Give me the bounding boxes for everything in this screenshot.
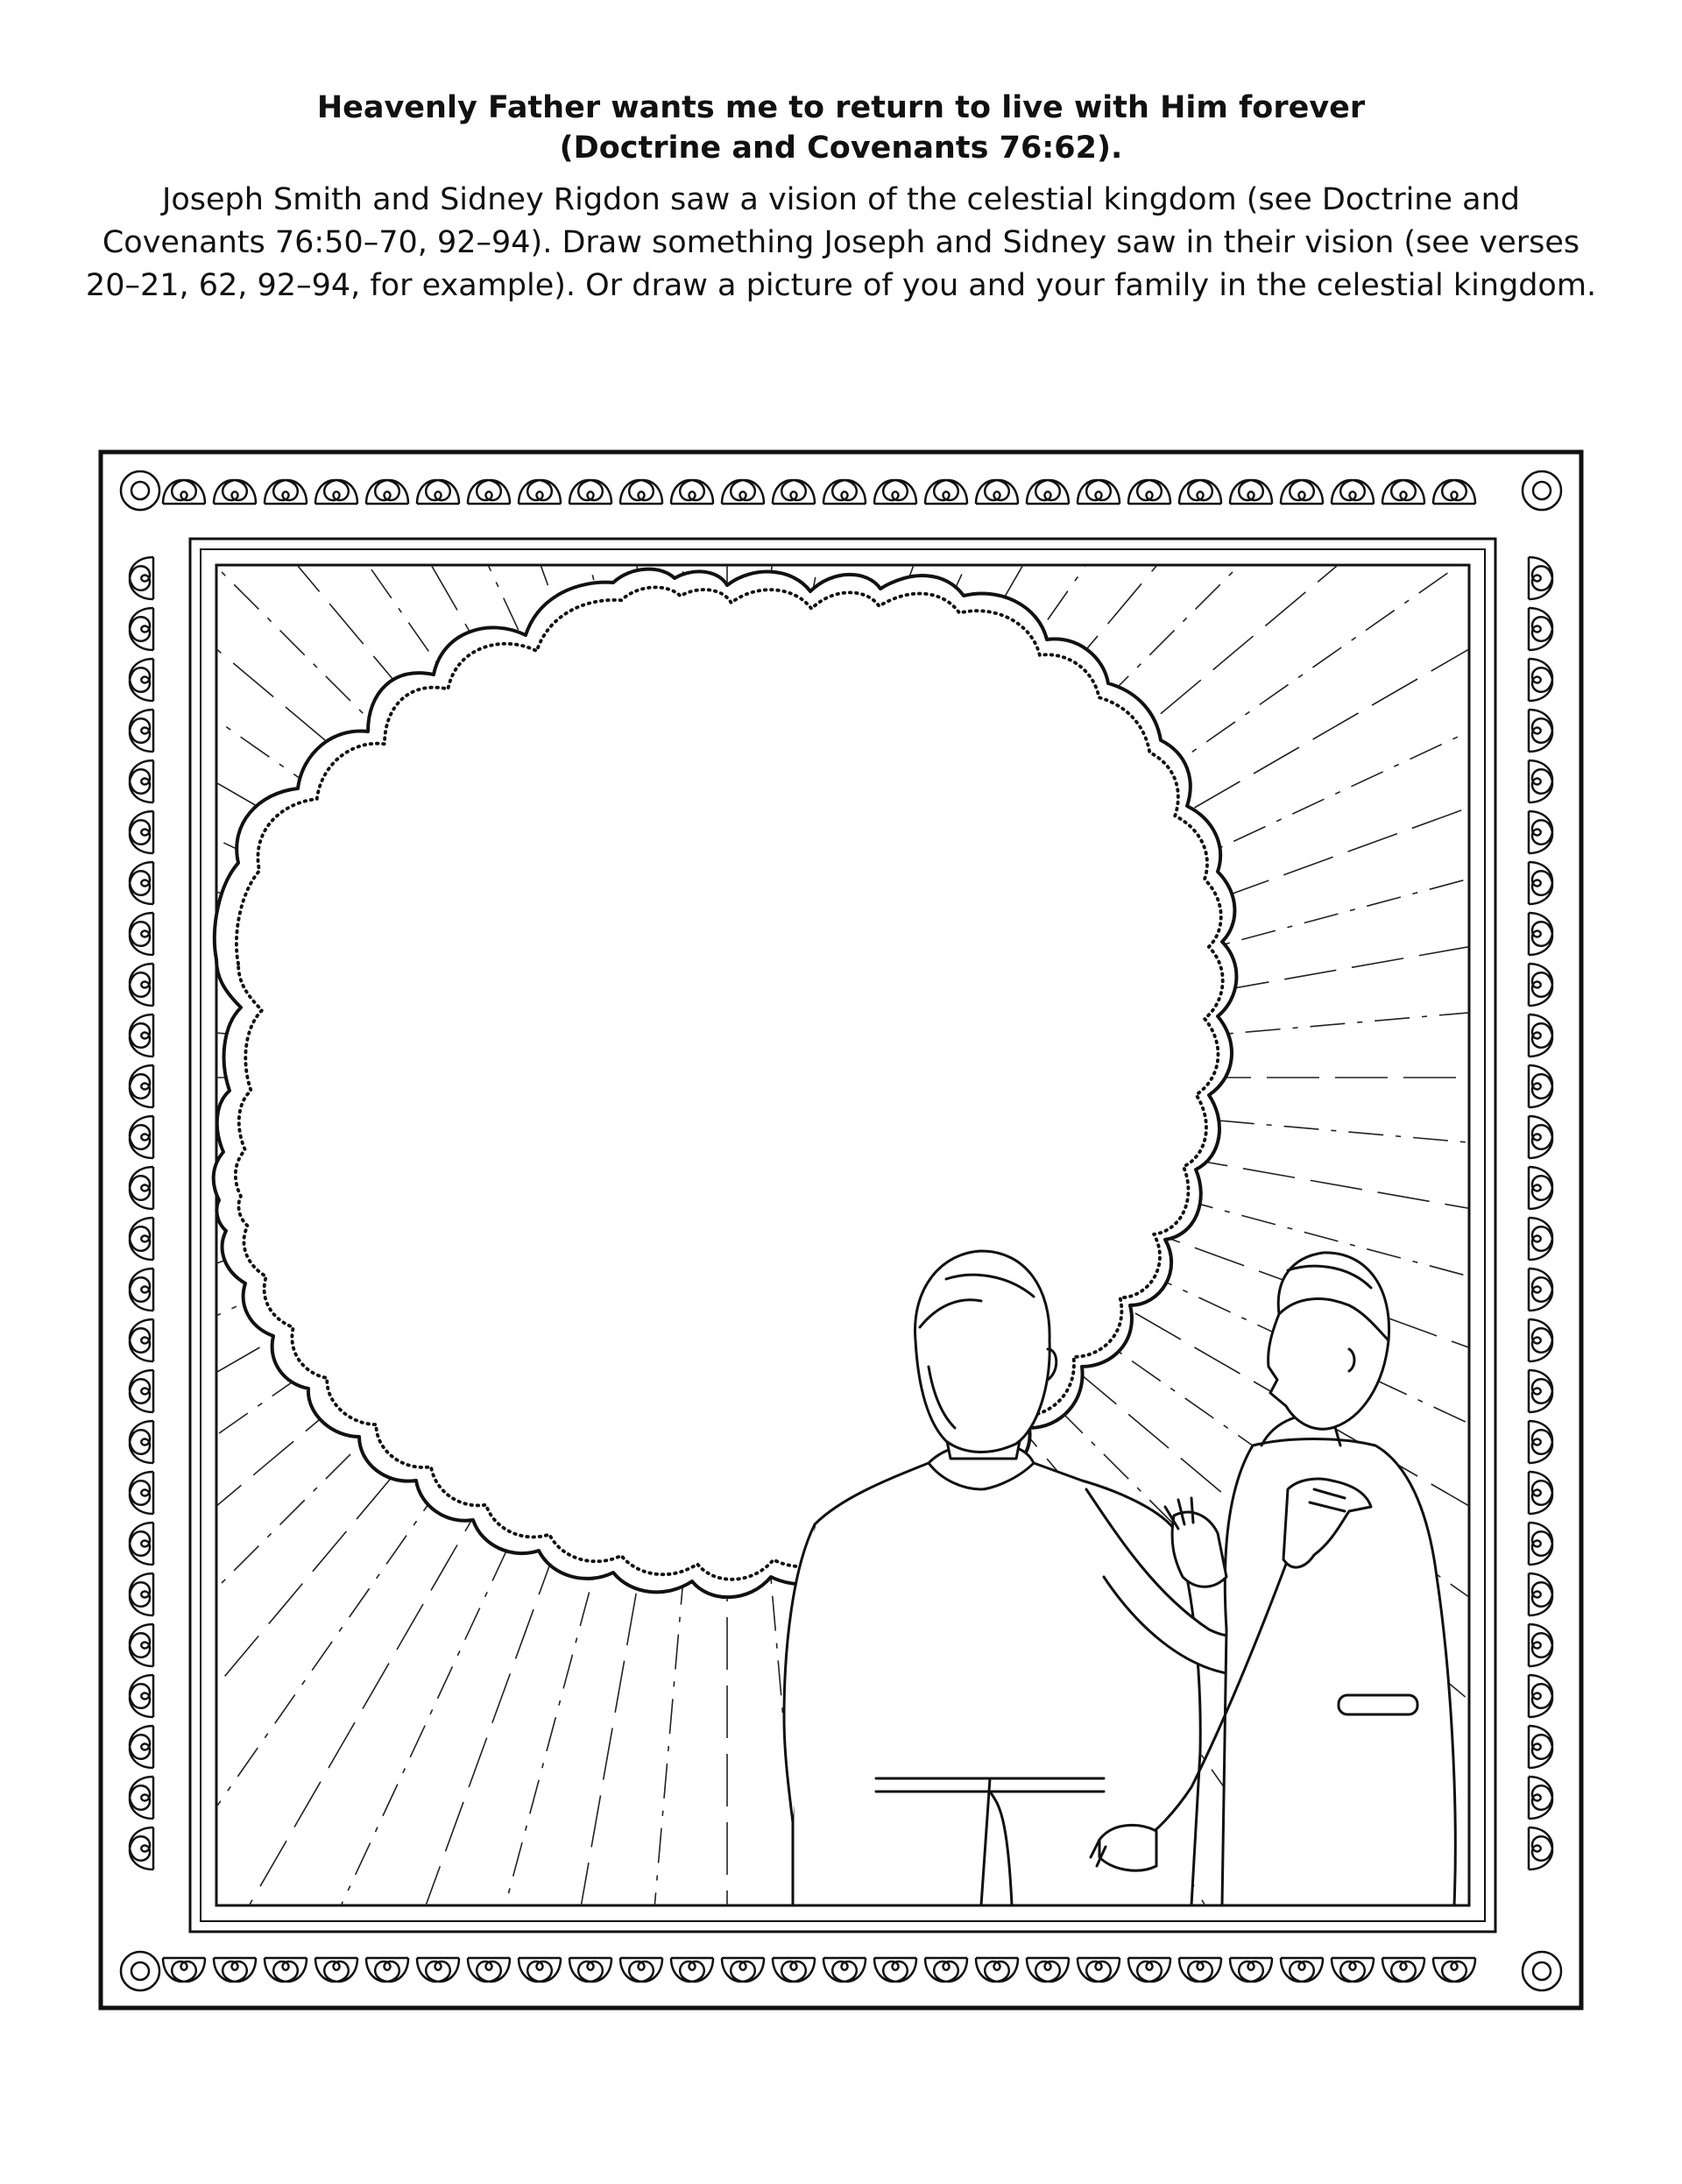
title-line-1: Heavenly Father wants me to return to live with Him forever [316, 90, 1366, 125]
border-scroll [1027, 1958, 1069, 1982]
light-ray [174, 288, 466, 704]
title-line-2: (Doctrine and Covenants 76:62). [559, 131, 1123, 166]
border-scroll [1179, 480, 1221, 504]
light-ray [643, 117, 688, 624]
border-scroll [1529, 1370, 1552, 1412]
border-scroll [130, 710, 153, 752]
light-ray [1181, 993, 1682, 1038]
border-scroll [1529, 1573, 1552, 1615]
border-scroll [569, 480, 611, 504]
border-scroll [1382, 1958, 1424, 1982]
border-scroll [130, 913, 153, 955]
border-scroll [417, 480, 459, 504]
border-scroll [1529, 557, 1552, 599]
border-scroll [620, 480, 662, 504]
border-scroll [1529, 964, 1552, 1006]
border-scroll [1179, 1958, 1221, 1982]
border-scroll [315, 1958, 357, 1982]
border-scroll [1529, 862, 1552, 904]
border-scroll [366, 480, 408, 504]
border-scroll [671, 1958, 713, 1982]
border-scroll [130, 1218, 153, 1260]
border-scroll [1529, 1777, 1552, 1819]
border-scroll [130, 1827, 153, 1869]
border-scroll [620, 1958, 662, 1982]
light-ray [398, 172, 571, 649]
border-scroll [1078, 1958, 1120, 1982]
border-corner [1523, 471, 1561, 510]
border-scroll [130, 1167, 153, 1209]
border-scroll [1332, 1958, 1374, 1982]
border-scroll [1128, 1958, 1170, 1982]
border-scroll [1529, 760, 1552, 802]
border-corner-inner [1533, 1962, 1551, 1980]
border-corner-inner [131, 482, 149, 499]
border-scroll [773, 480, 815, 504]
border-scroll [1332, 480, 1374, 504]
instructions-line-3: 20–21, 62, 92–94, for example). Or draw a picture of you and your family in the celestial kingdom. [85, 268, 1597, 303]
border-scroll [1529, 1421, 1552, 1463]
border-scroll [130, 964, 153, 1006]
border-scroll [773, 1958, 815, 1982]
border-scroll [130, 811, 153, 853]
border-corner-inner [1533, 482, 1551, 499]
border-scroll [1529, 811, 1552, 853]
border-scroll [1433, 1958, 1475, 1982]
border-scroll [1529, 710, 1552, 752]
border-scroll [569, 1958, 611, 1982]
border-scroll [130, 1472, 153, 1514]
border-scroll [1529, 1675, 1552, 1717]
border-scroll [1529, 1116, 1552, 1158]
border-scroll [925, 480, 967, 504]
border-scroll [1529, 913, 1552, 955]
border-scroll [1529, 1827, 1552, 1869]
border-scroll [366, 1958, 408, 1982]
border-corner [121, 1952, 159, 1990]
border-scroll [130, 1014, 153, 1057]
border-scroll [671, 480, 713, 504]
border-scroll [130, 557, 153, 599]
border-scroll [130, 1675, 153, 1717]
border-scroll [163, 480, 205, 504]
border-scroll [130, 659, 153, 701]
border-scroll [265, 1958, 307, 1982]
border-scroll [214, 480, 256, 504]
border-scroll [130, 1269, 153, 1311]
border-scroll [722, 480, 764, 504]
border-scroll [1529, 1523, 1552, 1565]
border-scroll [1529, 1014, 1552, 1057]
border-scroll [519, 480, 561, 504]
border-scroll [130, 1573, 153, 1615]
light-ray [1155, 1115, 1682, 1162]
border-scroll [1529, 1269, 1552, 1311]
light-ray [320, 204, 546, 689]
border-scroll [1529, 1624, 1552, 1666]
border-scroll [976, 480, 1018, 504]
border-scroll [130, 1421, 153, 1463]
border-scroll [130, 1726, 153, 1768]
border-scroll [468, 1958, 510, 1982]
border-scroll [874, 480, 916, 504]
light-ray [806, 129, 894, 629]
border-scroll [1529, 1319, 1552, 1361]
border-scroll [823, 1958, 866, 1982]
border-scroll [130, 1624, 153, 1666]
border-scroll [1078, 480, 1120, 504]
border-scroll [214, 1958, 256, 1982]
border-scroll [1529, 659, 1552, 701]
border-scroll [1529, 1065, 1552, 1107]
border-scroll [1281, 1958, 1323, 1982]
border-scroll [925, 1958, 967, 1982]
border-scroll [1230, 1958, 1272, 1982]
border-scroll [874, 1958, 916, 1982]
border-corner [121, 471, 159, 510]
border-scroll [130, 1319, 153, 1361]
border-scroll [1281, 480, 1323, 504]
border-scroll [130, 1116, 153, 1158]
border-scroll [1529, 608, 1552, 650]
border-scroll [130, 1370, 153, 1412]
border-scroll [1529, 1726, 1552, 1768]
border-scroll [130, 1523, 153, 1565]
vision-cloud-icon [214, 569, 1237, 1598]
light-ray [560, 1526, 648, 2026]
border-scroll [1027, 480, 1069, 504]
border-scroll [976, 1958, 1018, 1982]
border-scroll [519, 1958, 561, 1982]
border-corner-inner [131, 1962, 149, 1980]
border-scroll [823, 480, 866, 504]
border-scroll [468, 480, 510, 504]
border-scroll [315, 480, 357, 504]
border-scroll [722, 1958, 764, 1982]
border-scroll [1433, 480, 1475, 504]
border-scroll [130, 608, 153, 650]
border-corner [1523, 1952, 1561, 1990]
light-ray [320, 1490, 534, 1951]
border-scroll [163, 1958, 205, 1982]
instructions-line-1: Joseph Smith and Sidney Rigdon saw a vision of the celestial kingdom (see Doctrine and [162, 182, 1520, 217]
border-scroll [1230, 480, 1272, 504]
light-ray [108, 1426, 435, 1815]
border-scroll [1382, 480, 1424, 504]
border-scroll [130, 862, 153, 904]
border-scroll [130, 1777, 153, 1819]
border-scroll [1529, 1472, 1552, 1514]
instructions-line-2: Covenants 76:50–70, 92–94). Draw something Joseph and Sidney saw in their vision (see verses [102, 225, 1580, 260]
border-scroll [130, 1065, 153, 1107]
border-scroll [1128, 480, 1170, 504]
border-scroll [417, 1958, 459, 1982]
border-scroll [130, 760, 153, 802]
border-scroll [1529, 1167, 1552, 1209]
border-scroll [1529, 1218, 1552, 1260]
light-ray [1176, 1156, 1676, 1245]
border-scroll [265, 480, 307, 504]
